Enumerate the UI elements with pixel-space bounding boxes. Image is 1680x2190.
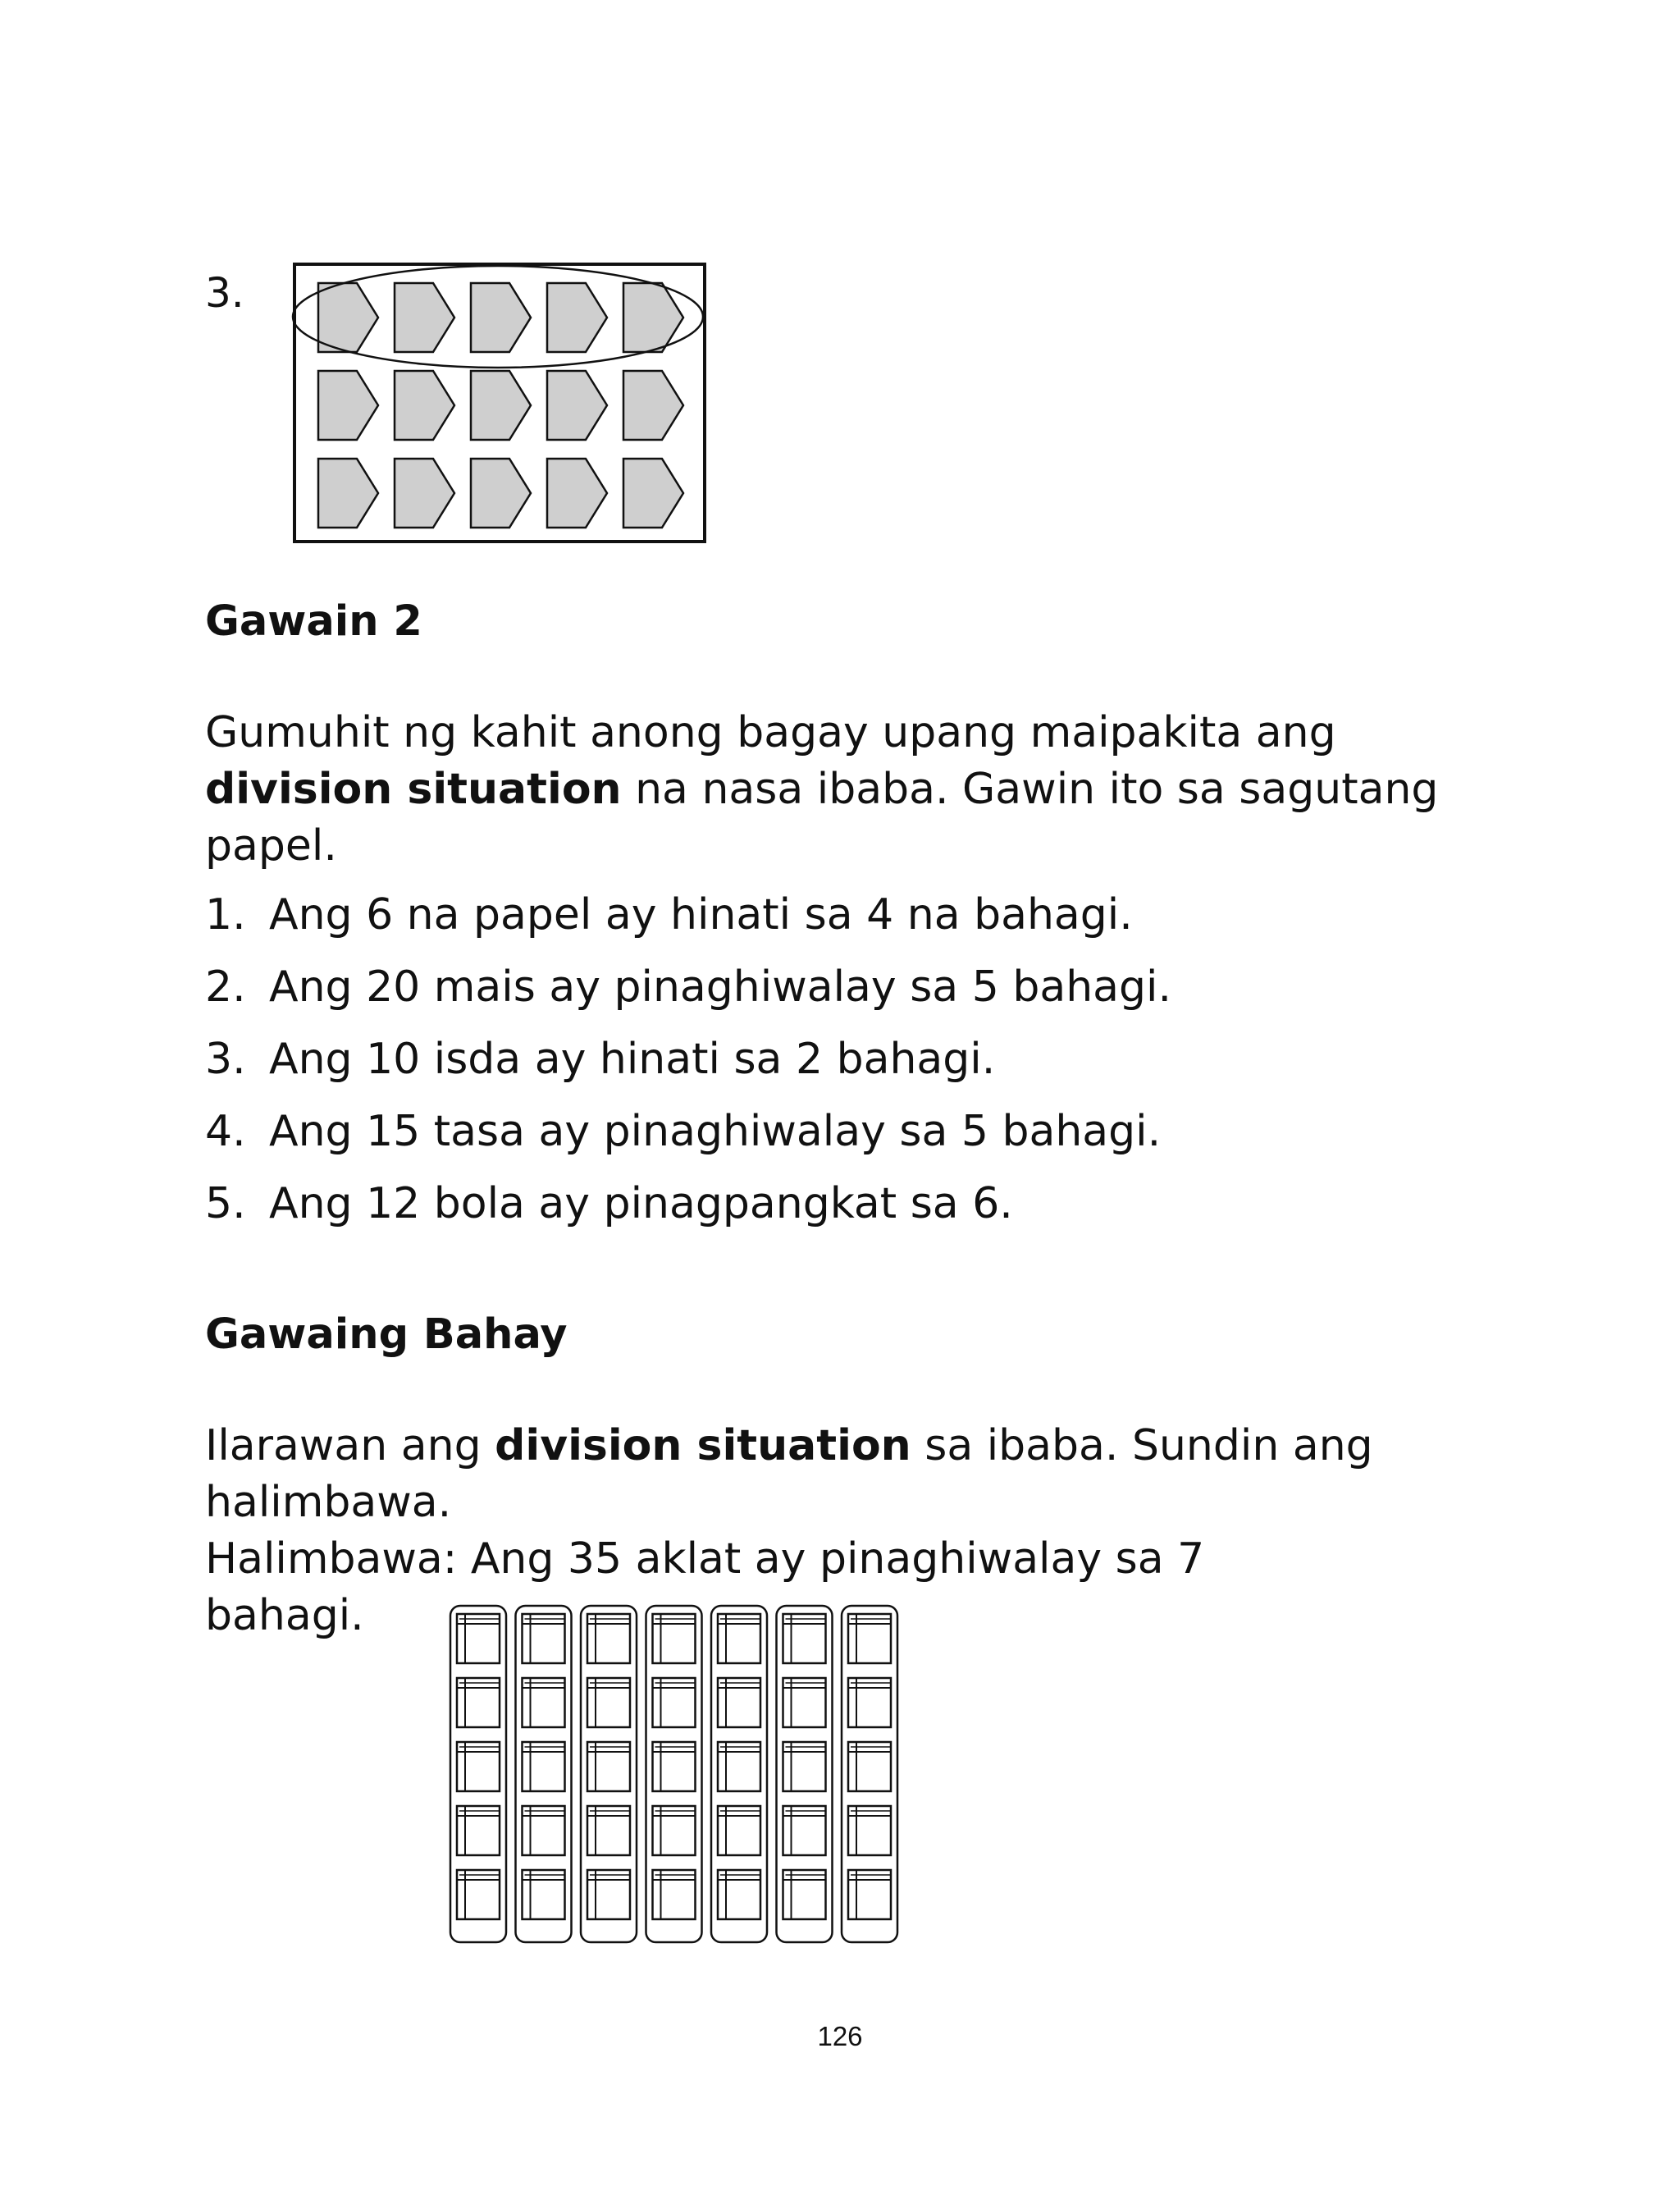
book-icon	[848, 1742, 891, 1791]
exercise-list	[205, 886, 1171, 1247]
pentagon-shape	[471, 371, 531, 440]
book-group	[516, 1606, 572, 1942]
item-number: 3.	[205, 269, 244, 317]
book-icon	[783, 1742, 826, 1791]
book-icon	[718, 1614, 760, 1663]
pentagon-shape	[318, 283, 378, 352]
grouping-figure	[291, 261, 713, 546]
book-icon	[718, 1806, 760, 1855]
book-icon	[653, 1742, 696, 1791]
pentagon-shape	[623, 371, 683, 440]
book-icon	[848, 1678, 891, 1727]
gawain-2-instruction: Gumuhit ng kahit anong bagay upang maipakita ang division situation na nasa ibaba. Gawin ito sa sagutang papel.	[205, 708, 1439, 871]
book-icon	[587, 1806, 630, 1855]
book-icon	[523, 1870, 565, 1919]
pentagon-shape	[623, 459, 683, 528]
book-icon	[523, 1678, 565, 1727]
list-item: 1. Ang 6 na papel ay hinati sa 4 na bahagi.	[205, 890, 1133, 940]
list-item: 4. Ang 15 tasa ay pinaghiwalay sa 5 bahagi.	[205, 1107, 1162, 1156]
book-icon	[848, 1870, 891, 1919]
book-icon	[457, 1742, 500, 1791]
list-item: 2. Ang 20 mais ay pinaghiwalay sa 5 bahagi.	[205, 962, 1171, 1012]
book-group	[581, 1606, 637, 1942]
book-icon	[523, 1742, 565, 1791]
pentagon-shape	[471, 459, 531, 528]
book-icon	[653, 1806, 696, 1855]
book-icon	[587, 1678, 630, 1727]
section-title-gawain-2: Gawain 2	[205, 597, 422, 646]
pentagon-shape	[547, 459, 607, 528]
book-icon	[783, 1870, 826, 1919]
pentagon-shape	[395, 283, 454, 352]
book-icon	[457, 1614, 500, 1663]
section-title-gawaing-bahay: Gawaing Bahay	[205, 1310, 568, 1359]
gawaing-bahay-instruction: Ilarawan ang division situation sa ibaba. Sundin ang halimbawa.	[205, 1421, 1373, 1527]
book-icon	[457, 1870, 500, 1919]
book-icon	[523, 1806, 565, 1855]
book-icon	[457, 1806, 500, 1855]
list-item: 5. Ang 12 bola ay pinagpangkat sa 6.	[205, 1179, 1013, 1228]
book-group	[777, 1606, 833, 1942]
books-figure	[445, 1602, 905, 1947]
pentagon-shape	[395, 371, 454, 440]
book-group	[711, 1606, 767, 1942]
book-icon	[718, 1742, 760, 1791]
book-icon	[587, 1870, 630, 1919]
book-icon	[587, 1742, 630, 1791]
pentagon-shape	[471, 283, 531, 352]
book-icon	[718, 1870, 760, 1919]
book-icon	[848, 1614, 891, 1663]
book-icon	[653, 1614, 696, 1663]
pentagon-shape	[547, 371, 607, 440]
book-group	[842, 1606, 897, 1942]
pentagon-shape	[395, 459, 454, 528]
book-icon	[587, 1614, 630, 1663]
pentagon-shape	[318, 459, 378, 528]
book-icon	[783, 1678, 826, 1727]
book-group	[646, 1606, 702, 1942]
pentagon-shape	[547, 283, 607, 352]
book-icon	[457, 1678, 500, 1727]
book-icon	[783, 1806, 826, 1855]
book-icon	[783, 1614, 826, 1663]
example-text: Halimbawa: Ang 35 aklat ay pinaghiwalay sa 7 bahagi.	[205, 1534, 1205, 1640]
page-number: 126	[817, 2021, 863, 2051]
list-item: 3. Ang 10 isda ay hinati sa 2 bahagi.	[205, 1035, 996, 1084]
book-icon	[653, 1870, 696, 1919]
pentagon-shape	[318, 371, 378, 440]
book-icon	[848, 1806, 891, 1855]
book-group	[450, 1606, 506, 1942]
book-icon	[718, 1678, 760, 1727]
book-icon	[523, 1614, 565, 1663]
book-icon	[653, 1678, 696, 1727]
